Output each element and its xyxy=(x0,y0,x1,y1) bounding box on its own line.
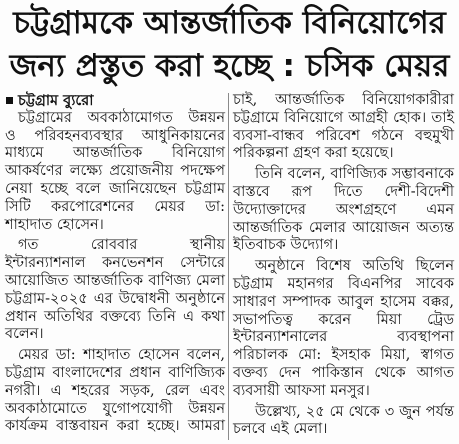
article-text-line: পরিচালক মো: ইসহাক মিয়া, স্বাগত xyxy=(233,347,454,364)
article-text-line: নগরী। এ শহরের সড়ক, রেল এবং xyxy=(5,382,225,399)
article-paragraph xyxy=(233,258,454,400)
article-text-line: ব্যবসা-বান্ধব পরিবেশ গঠনে বহুমুখী xyxy=(233,127,454,144)
article-paragraph xyxy=(233,166,454,255)
article-text-line: নেয়া হচ্ছে বলে জানিয়েছেন চট্টগ্রাম xyxy=(5,180,225,197)
headline-line-1: চট্টগ্রামকে আন্তর্জাতিক বিনিয়োগের xyxy=(13,5,446,41)
right-column xyxy=(233,92,454,439)
article-text-line: গত রোববার স্থানীয় xyxy=(18,237,225,254)
article-text-line: ইতিবাচক উদ্যোগ। xyxy=(233,237,339,254)
article-text-line: উল্লেখ্য, ২৫ মে থেকে ৩ জুন পর্যন্ত xyxy=(255,403,454,420)
article-text-line: সভাপতিত্ব করেন মিয়া ট্রেড xyxy=(233,311,454,328)
article-text-line: বক্তব্য দেন পাকিস্তান থেকে আগত xyxy=(233,364,454,381)
column-divider xyxy=(228,93,229,440)
left-column xyxy=(5,92,225,436)
article-paragraph xyxy=(233,92,454,163)
article-text-line: চলবে এই মেলা। xyxy=(233,421,328,438)
article-text-line: ইন্টারন্যাশনালের ব্যবস্থাপনা xyxy=(233,329,454,346)
article-text-line: সিটি করপোরেশনের মেয়র ডা: xyxy=(5,198,225,215)
article-paragraph xyxy=(5,237,225,344)
square-bullet-icon xyxy=(6,97,13,104)
article-text-line: আয়োজিত আন্তর্জাতিক বাণিজ্য মেলা xyxy=(5,272,225,289)
article-text-line: ও পরিবহনব্যবস্থার আধুনিকায়নের xyxy=(5,127,225,144)
article-text-line: সাধারণ সম্পাদক আবুল হাসেম বক্কর, xyxy=(233,293,454,310)
article-text-line: মেয়র ডা: শাহাদাত হোসেন বলেন, xyxy=(18,347,225,364)
article-text-line: চট্টগ্রাম বাংলাদেশের প্রধান বাণিজ্যিক xyxy=(5,364,225,381)
article-text-line: ইন্টারন্যাশনাল কনভেনশন সেন্টারে xyxy=(5,255,225,272)
article-text-line: ব্যবসায়ী আফসা মনসুর। xyxy=(233,382,370,399)
article-text-line: অনুষ্ঠানে বিশেষ অতিথি ছিলেন xyxy=(255,258,454,275)
article-text-line: চট্টগ্রামের অবকাঠামোগত উন্নয়ন xyxy=(18,109,225,126)
article-text-line: বলেন। xyxy=(5,326,44,343)
article-text-line: আকর্ষণের লক্ষ্যে প্রয়োজনীয় পদক্ষেপ xyxy=(5,163,225,180)
article-text-line: কার্যক্রম বাস্তবায়ন করা হচ্ছে। আমরা xyxy=(5,418,225,435)
headline-line-2: জন্য প্রস্তুত করা হচ্ছে : চসিক মেয়র xyxy=(9,48,450,84)
article-text-line: বাস্তবে রূপ দিতে দেশী-বিদেশী xyxy=(233,183,454,200)
article-paragraph xyxy=(5,347,225,436)
article-text-line: চট্টগ্রামে বিনিয়োগে আগ্রহী হোক। তাই xyxy=(233,109,454,126)
byline xyxy=(5,92,225,110)
article-text-line: চট্টগ্রাম-২০২৫ এর উদ্বোধনী অনুষ্ঠানে xyxy=(5,290,225,307)
article-text-line: চাই, আন্তর্জাতিক বিনিয়োগকারীরা xyxy=(233,92,454,108)
article-text-line: আন্তর্জাতিক মেলার আয়োজন অত্যন্ত xyxy=(233,219,454,236)
article-text-line: উদ্যোক্তাদের অংশগ্রহণে এমন xyxy=(233,201,454,218)
byline-text: চট্টগ্রাম ব্যুরো xyxy=(18,92,94,109)
article-text-line: পরিকল্পনা গ্রহণ করা হয়েছে। xyxy=(233,145,394,162)
article-text-line: মাধ্যমে আন্তর্জাতিক বিনিয়োগ xyxy=(5,145,225,162)
article-text-line: তিনি বলেন, বাণিজ্যিক সম্ভাবনাকে xyxy=(255,166,454,183)
article-text-line: প্রধান অতিথির বক্তব্যে তিনি এ কথা xyxy=(5,308,225,325)
article-text-line: অবকাঠামোতে যুগোপযোগী উন্নয়ন xyxy=(5,400,225,417)
article-paragraph xyxy=(233,404,454,440)
article-paragraph xyxy=(5,110,225,235)
headline xyxy=(4,2,455,88)
article-text-line: শাহাদাত হোসেন। xyxy=(5,216,104,233)
article-text-line: চট্টগ্রাম মহানগর বিএনপির সাবেক xyxy=(233,275,454,292)
